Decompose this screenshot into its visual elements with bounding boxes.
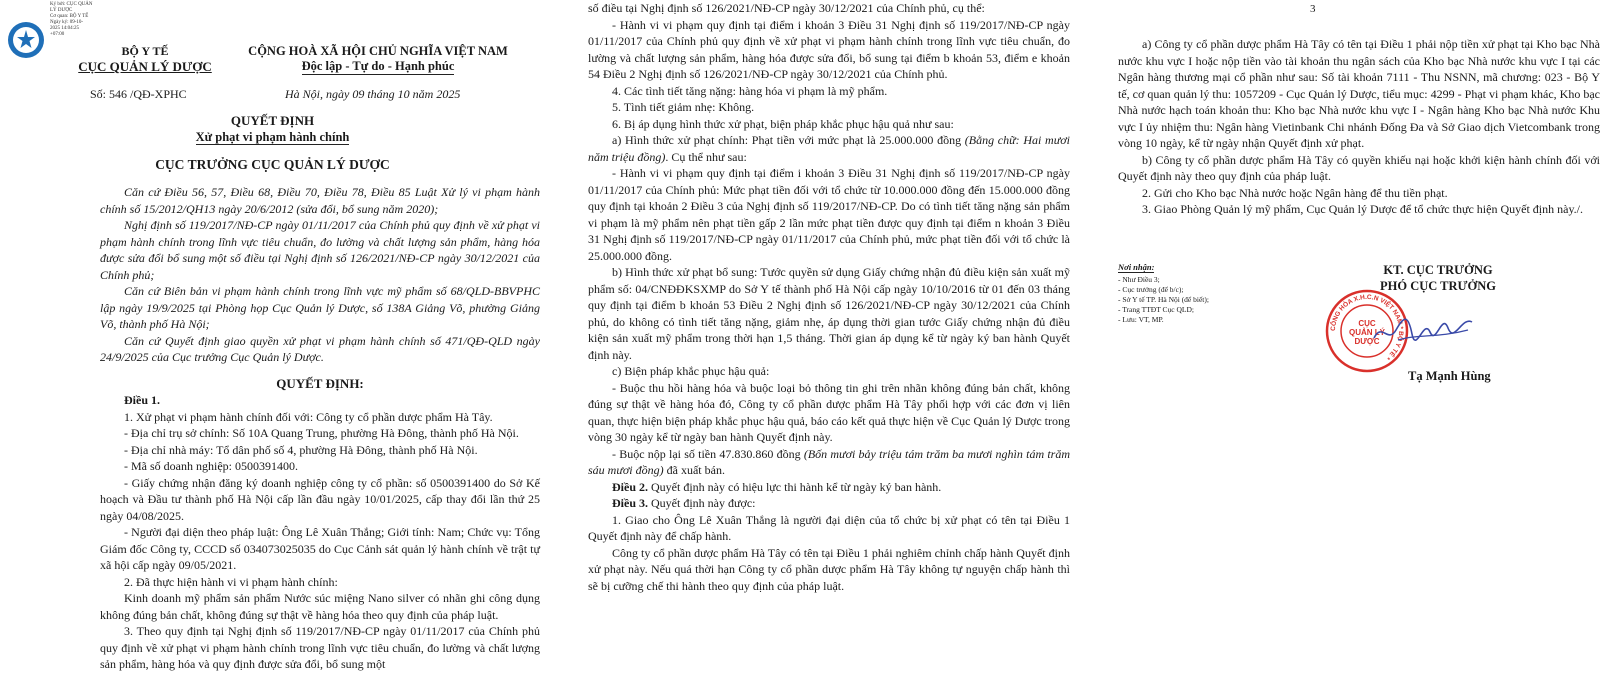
legal-basis: Căn cứ Biên bản vi phạm hành chính trong lĩnh vực mỹ phẩm số 68/QLD-BBVPHC lập ngày 19/9/2025 tại Phòng họp Cục Quản lý Dược, số 138A Giảng Võ, phường Giảng Võ, thành phố Hà Nội; bbox=[100, 284, 540, 331]
digital-signature-caption: Ký bởi: CỤC QUẢN LÝ DƯỢC Cơ quan: BỘ Y TẾ Ngày ký: 09-10- 2025 14:04:25 +07:00 bbox=[50, 2, 93, 37]
recipient-item: - Như Điều 3; bbox=[1118, 275, 1160, 284]
signer-name: Tạ Mạnh Hùng bbox=[1408, 369, 1491, 383]
paragraph: b) Hình thức xử phạt bổ sung: Tước quyền sử dụng Giấy chứng nhận đủ điều kiện sản xuất mỹ phẩm số: 04/CNĐĐKSXMP do Sở Y tế thành phố Hà Nội cấp ngày 10/10/2016 từ 01 đến 03 tháng quy định tại điểm b khoản 53 Điều 2 Nghị định số 126/2021/NĐ-CP ngày 30/12/2021 của Chính phủ, do không có tình tiết tăng nặng, giảm nhẹ, áp dụng thời gian tước Giấy chứng nhận đủ điều kiện sản xuất mỹ phẩm trong thời hạn 1,5 tháng. Thời gian áp dụng kể từ ngày ký ban hành Quyết định này. bbox=[588, 265, 1070, 362]
legal-basis: Căn cứ Quyết định giao quyền xử phạt vi phạm hành chính số 471/QĐ-QLD ngày 24/9/2025 của Cục trưởng Cục Quản lý Dược. bbox=[100, 333, 540, 364]
recipients-list bbox=[1118, 262, 1318, 325]
nation-title: CỘNG HOÀ XÃ HỘI CHỦ NGHĨA VIỆT NAM bbox=[248, 44, 508, 58]
document-subject: Xử phạt vi phạm hành chính bbox=[195, 130, 350, 144]
document-type: QUYẾT ĐỊNH bbox=[230, 113, 315, 128]
svg-text:CỤC: CỤC bbox=[1358, 319, 1376, 328]
main-penalty: a) Hình thức xử phạt chính: Phạt tiền với mức phạt là 25.000.000 đồng (Bằng chữ: Hai mươi năm triệu đồng). Cụ thể như sau: bbox=[588, 133, 1070, 164]
document-body-3 bbox=[1118, 36, 1600, 218]
national-header bbox=[228, 44, 528, 74]
recipient-item: - Trang TTĐT Cục QLD; bbox=[1118, 305, 1194, 314]
paragraph: Kinh doanh mỹ phẩm sản phẩm Nước súc miệng Nano silver có nhãn ghi công dụng không đúng bản chất, không đúng sự thật về hàng hóa theo quy định của pháp luật. bbox=[100, 591, 540, 622]
issuing-authority bbox=[75, 44, 215, 74]
page-1 bbox=[0, 0, 545, 674]
paragraph: 4. Các tình tiết tăng nặng: hàng hóa vi phạm là mỹ phẩm. bbox=[612, 83, 888, 98]
paragraph: 1. Xử phạt vi phạm hành chính đối với: Công ty cổ phần dược phẩm Hà Tây. bbox=[124, 409, 493, 424]
org-name: CỤC QUẢN LÝ DƯỢC bbox=[78, 59, 212, 74]
paragraph: Công ty cổ phần dược phẩm Hà Tây có tên tại Điều 1 phải nghiêm chỉnh chấp hành Quyết định xử phạt này. Nếu quá thời hạn Công ty cổ phần dược phẩm Hà Tây không tự nguyện chấp hành thì sẽ bị cưỡng chế thi hành theo quy định của pháp luật. bbox=[588, 545, 1070, 593]
paragraph: a) Công ty cổ phần dược phẩm Hà Tây có tên tại Điều 1 phải nộp tiền xử phạt tại Kho bạc Nhà nước khu vực I hoặc nộp tiền vào tài khoản thu ngân sách của Kho bạc Nhà nước khu vực I tại các Ngân hàng thương mại cổ phần như sau: Số tài khoản 7111 - Thu NSNN, mã chương: 023 - Bộ Y tế, cơ quan quản lý thu: 1057209 - Cục Quản lý Dược, tiểu mục: 4299 - Phạt vi phạm khác, Kho bạc Nhà nước hạch toán khoản thu: Kho bạc Nhà nước khu vực I - Ngân hàng Kho bạc Nhà nước Khu vực I ủy nhiệm thu: Ngân hàng Vietinbank Chi nhánh Đống Đa và Sở Giao dịch Vietcombank trong vòng 10 ngày, kể từ ngày nhận Quyết định xử phạt. bbox=[1118, 37, 1600, 150]
decide-heading: QUYẾT ĐỊNH: bbox=[276, 375, 364, 391]
paragraph: 1. Giao cho Ông Lê Xuân Thắng là người đại diện của tổ chức bị xử phạt có tên tại Điều 1 Quyết định này để chấp hành. bbox=[588, 512, 1070, 543]
recipient-item: - Cục trưởng (để b/c); bbox=[1118, 285, 1184, 294]
national-motto: Độc lập - Tự do - Hạnh phúc bbox=[301, 59, 455, 73]
paragraph: 2. Gửi cho Kho bạc Nhà nước hoặc Ngân hàng để thu tiền phạt. bbox=[1142, 185, 1448, 200]
paragraph: - Hành vi vi phạm quy định tại điểm i khoản 3 Điều 31 Nghị định số 119/2017/NĐ-CP ngày 01/11/2017 của Chính phủ: Mức phạt tiền đối với tổ chức từ 10.000.000 đồng đến 15.000.000 đồng quy định tại khoản 2 Điều 3 của Nghị định số 119/2017/NĐ-CP. Do có tình tiết tăng nặng sản phẩm vi phạm là mỹ phẩm nên phạt tiền gấp 2 lần mức phạt tiền được quy định tại điểm n khoản 3 Điều 31 Nghị định số 119/2017/NĐ-CP ngày 01/11/2017 của Chính phủ, mức phạt tiền đối với tổ chức là 25.000.000 đồng. bbox=[588, 166, 1070, 263]
refund-clause: - Buộc nộp lại số tiền 47.830.860 đồng (Bốn mươi bảy triệu tám trăm ba mươi nghìn tám trăm sáu mươi đồng) đã xuất bán. bbox=[588, 446, 1070, 477]
article-3: Điều 3. Quyết định này được: bbox=[612, 496, 756, 510]
paragraph: - Địa chỉ nhà máy: Tổ dân phố số 4, phường Hà Đông, thành phố Hà Nội. bbox=[124, 442, 478, 457]
paragraph: số điều tại Nghị định số 126/2021/NĐ-CP ngày 30/12/2021 của Chính phủ, cụ thể: bbox=[588, 1, 985, 15]
paragraph: - Địa chỉ trụ sở chính: Số 10A Quang Trung, phường Hà Đông, thành phố Hà Nội. bbox=[124, 426, 519, 440]
paragraph: - Mã số doanh nghiệp: 0500391400. bbox=[124, 459, 298, 473]
paragraph: 5. Tình tiết giảm nhẹ: Không. bbox=[612, 100, 755, 114]
issuer-title: CỤC TRƯỞNG CỤC QUẢN LÝ DƯỢC bbox=[155, 157, 390, 172]
paragraph: - Hành vi vi phạm quy định tại điểm i khoản 3 Điều 31 Nghị định số 119/2017/NĐ-CP ngày 01/11/2017 của Chính phủ quy định về xử phạt vi phạm hành chính trong lĩnh vực tiêu chuẩn, đo lường và chất lượng sản phẩm, hàng hóa được sửa đổi, bổ sung tại điểm b khoản 53, điểm e khoản 54 Điều 2 Nghị định số 126/2021/NĐ-CP ngày 30/12/2021 của Chính phủ. bbox=[588, 17, 1070, 81]
sign-title-1: KT. CỤC TRƯỞNG bbox=[1383, 263, 1493, 277]
svg-text:DƯỢC: DƯỢC bbox=[1354, 337, 1380, 346]
legal-basis: Nghị định số 119/2017/NĐ-CP ngày 01/11/2017 của Chính phủ quy định về xử phạt vi phạm hành chính trong lĩnh vực tiêu chuẩn, đo lường và chất lượng sản phẩm, hàng hóa được sửa đổi bổ sung một số điều tại Nghị định số 126/2021/NĐ-CP ngày 30/12/2021 của Chính phủ; bbox=[100, 218, 540, 282]
page-2 bbox=[588, 0, 1070, 674]
paragraph: - Buộc thu hồi hàng hóa và buộc loại bỏ thông tin ghi trên nhãn không đúng bản chất, không đúng sự thật về hàng hóa đó, Công ty cổ phần dược phẩm Hà Tây phối hợp với các đơn vị liên quan, thực hiện biện pháp khắc phục hậu quả, báo cáo kết quả thực hiện về Cục Quản lý Dược trong vòng 30 ngày kể từ ngày ban hành Quyết định này. bbox=[588, 380, 1070, 444]
recipients-title: Nơi nhận: bbox=[1118, 262, 1155, 272]
sign-title-2: PHÓ CỤC TRƯỞNG bbox=[1380, 279, 1496, 293]
paragraph: 3. Giao Phòng Quản lý mỹ phẩm, Cục Quản lý Dược để tổ chức thực hiện Quyết định này./. bbox=[1142, 202, 1583, 216]
paragraph: - Giấy chứng nhận đăng ký doanh nghiệp công ty cổ phần: số 0500391400 do Sở Kế hoạch và Đầu tư thành phố Hà Nội cấp lần đầu ngày 10/01/2025, cấp thay đổi lần thứ 25 ngày 04/08/2025. bbox=[100, 475, 540, 523]
ministry-emblem-icon bbox=[6, 20, 46, 60]
paragraph: 3. Theo quy định tại Nghị định số 119/2017/NĐ-CP ngày 01/11/2017 của Chính phủ quy định về xử phạt vi phạm hành chính trong lĩnh vực tiêu chuẩn, đo lường và chất lượng sản phẩm, hàng hóa và quy định được sửa đổi, bổ sung một bbox=[100, 624, 540, 671]
paragraph: b) Công ty cổ phần dược phẩm Hà Tây có quyền khiếu nại hoặc khởi kiện hành chính đối với Quyết định này theo quy định của pháp luật. bbox=[1118, 152, 1600, 183]
paragraph: 2. Đã thực hiện hành vi vi phạm hành chính: bbox=[124, 574, 338, 589]
page-3 bbox=[1118, 0, 1600, 674]
article-2: Điều 2. Quyết định này có hiệu lực thi hành kể từ ngày ký ban hành. bbox=[612, 479, 942, 494]
recipient-item: - Lưu: VT, MP. bbox=[1118, 315, 1164, 324]
svg-text:QUẢN LÝ: QUẢN LÝ bbox=[1349, 328, 1385, 337]
document-number: Số: 546 /QĐ-XPHC bbox=[90, 87, 187, 101]
org-parent: BỘ Y TẾ bbox=[121, 44, 169, 58]
document-date: Hà Nội, ngày 09 tháng 10 năm 2025 bbox=[285, 87, 461, 101]
handwritten-signature-icon bbox=[1368, 304, 1478, 354]
recipient-item: - Sở Y tế TP. Hà Nội (để biết); bbox=[1118, 295, 1209, 304]
paragraph: - Người đại diện theo pháp luật: Ông Lê Xuân Thắng; Giới tính: Nam; Chức vụ: Tổng Giám đốc Công ty, CCCD số 034073025035 do Cục Cảnh sát quản lý hành chính về trật tự xã hội cấp ngày 09/05/2021. bbox=[100, 525, 540, 572]
article-1-title: Điều 1. bbox=[124, 393, 160, 407]
paragraph: 6. Bị áp dụng hình thức xử phạt, biện pháp khắc phục hậu quả như sau: bbox=[612, 116, 954, 131]
page-number: 3 bbox=[1310, 3, 1316, 15]
paragraph: c) Biện pháp khắc phục hậu quả: bbox=[612, 364, 770, 378]
document-body-1 bbox=[100, 184, 540, 673]
svg-text:CÔNG HÒA X.H.C.N VIỆT NAM * BỘ: CÔNG HÒA X.H.C.N VIỆT NAM * BỘ Y TẾ * bbox=[1329, 293, 1405, 361]
legal-basis: Căn cứ Điều 56, 57, Điều 68, Điều 70, Điều 78, Điều 85 Luật Xử lý vi phạm hành chính số 15/2012/QH13 ngày 20/6/2012 (sửa đổi, bổ sung năm 2020); bbox=[100, 185, 540, 216]
